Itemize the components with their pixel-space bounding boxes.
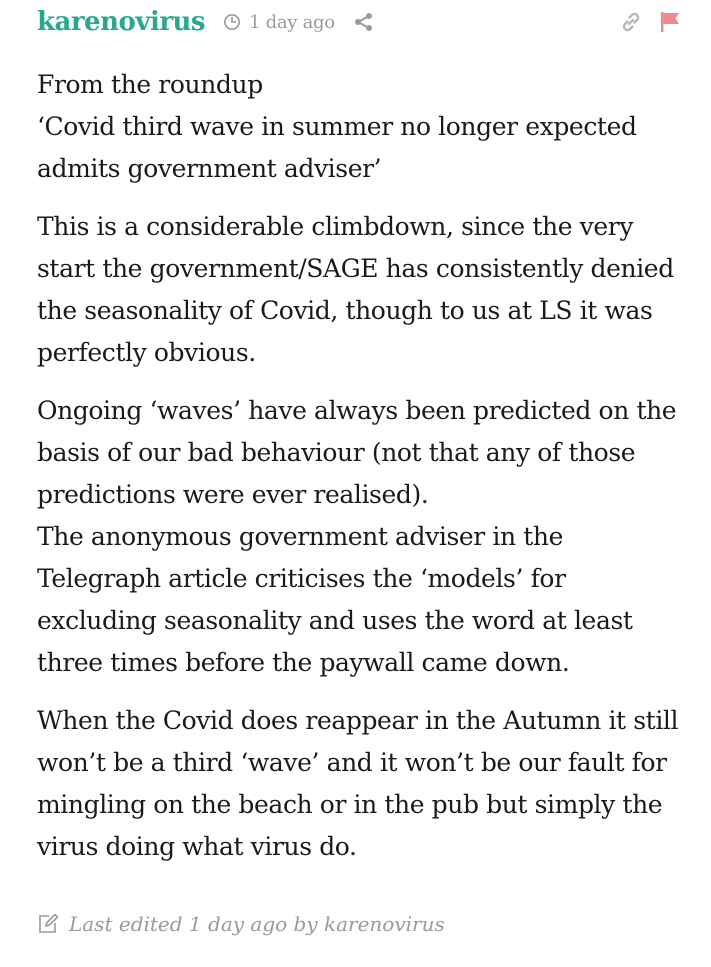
text-line: basis of our bad behaviour (not that any of those (37, 438, 636, 467)
comment-paragraph (37, 700, 686, 868)
text-line: virus doing what virus do. (37, 832, 357, 861)
text-line: mingling on the beach or in the pub but simply the (37, 790, 663, 819)
text-line: excluding seasonality and uses the word at least (37, 606, 633, 635)
text-line: When the Covid does reappear in the Autumn it still (37, 706, 679, 735)
share-icon[interactable] (353, 11, 375, 33)
text-line: the seasonality of Covid, though to us at LS it was (37, 296, 653, 325)
edited-note (37, 912, 445, 936)
text-line: perfectly obvious. (37, 338, 256, 367)
clock-icon (223, 13, 241, 31)
comment-header (37, 2, 681, 42)
text-line: three times before the paywall came down. (37, 648, 570, 677)
text-line: start the government/SAGE has consistently denied (37, 254, 674, 283)
comment-timestamp[interactable]: 1 day ago (249, 11, 335, 33)
text-line: Telegraph article criticises the ‘models’ for (37, 564, 566, 593)
comment-paragraph (37, 390, 686, 684)
comment-body (37, 64, 686, 884)
text-line: ‘Covid third wave in summer no longer expected (37, 112, 637, 141)
comment-paragraph (37, 64, 686, 190)
text-line: won’t be a third ‘wave’ and it won’t be our fault for (37, 748, 667, 777)
text-line: admits government adviser’ (37, 154, 382, 183)
comment-paragraph (37, 206, 686, 374)
text-line: This is a considerable climbdown, since the very (37, 212, 634, 241)
comment-actions (619, 10, 681, 34)
link-icon[interactable] (619, 10, 643, 34)
text-line: Ongoing ‘waves’ have always been predicted on the (37, 396, 677, 425)
text-line: predictions were ever realised). (37, 480, 429, 509)
text-line: From the roundup (37, 70, 263, 99)
flag-icon[interactable] (659, 11, 681, 33)
edited-note-text: Last edited 1 day ago by karenovirus (69, 912, 445, 936)
comment-meta (223, 11, 375, 33)
author-name[interactable]: karenovirus (37, 7, 206, 37)
text-line: The anonymous government adviser in the (37, 522, 563, 551)
edit-icon (37, 913, 59, 935)
